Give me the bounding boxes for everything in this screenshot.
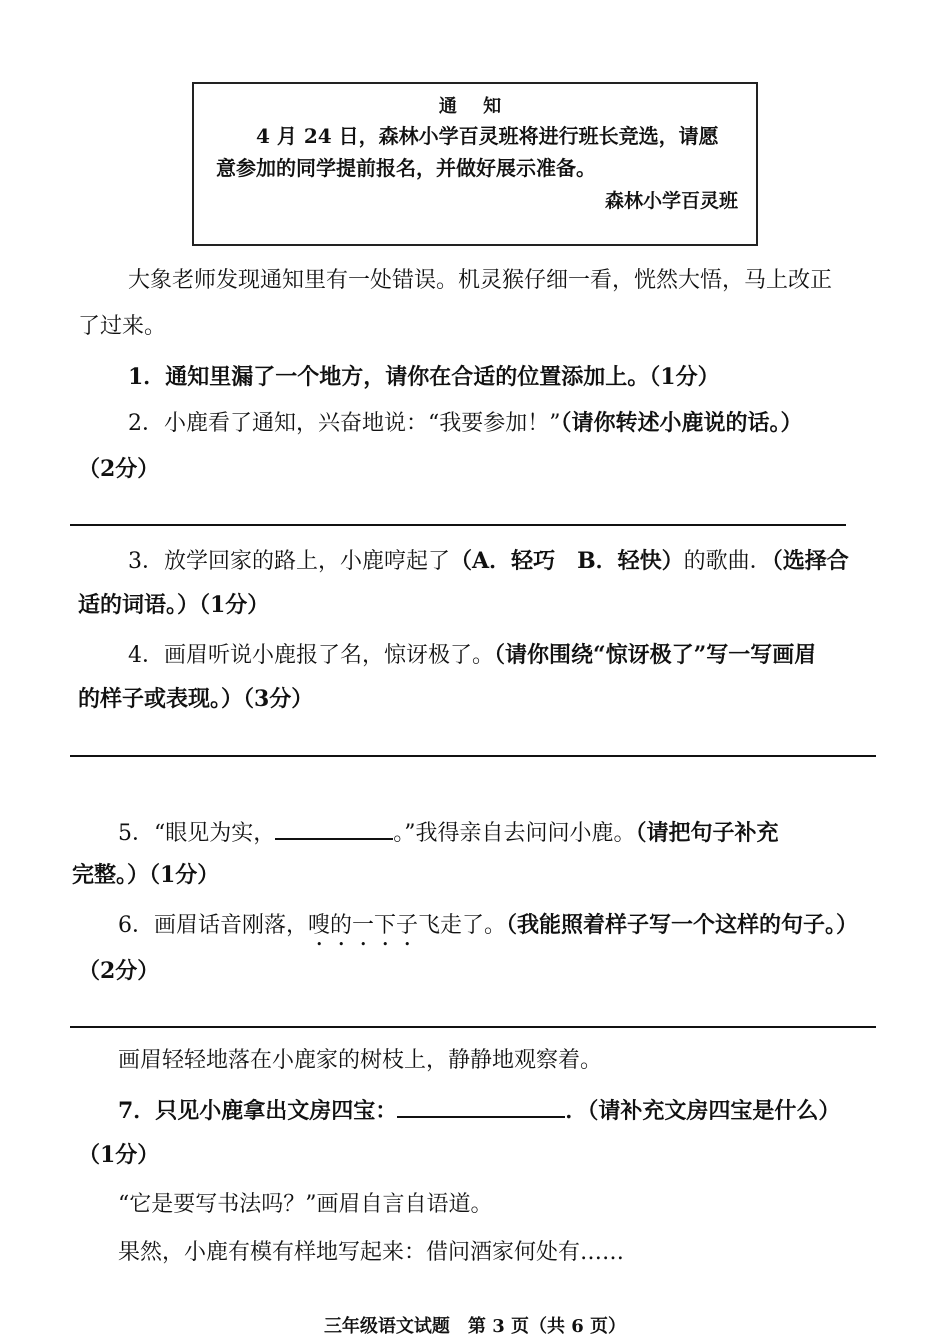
- question-6-score: （2分）: [78, 958, 160, 984]
- question-4-prefix: 4．画眉听说小鹿报了名，惊讶极了。: [128, 643, 494, 668]
- question-7-blank[interactable]: [397, 1094, 565, 1118]
- answer-line-2[interactable]: [70, 524, 846, 526]
- question-7: [118, 1094, 840, 1126]
- question-7-suffix: ．（请补充文房四宝是什么）: [565, 1098, 841, 1124]
- question-5-blank[interactable]: [275, 816, 393, 840]
- question-6-dotted-words: 嗖的一下子: [308, 913, 419, 938]
- question-6-suffix: 飞走了。: [418, 913, 507, 938]
- answer-line-4[interactable]: [70, 755, 876, 757]
- question-5-instruction: （请把句子补充: [635, 820, 779, 846]
- question-2: [128, 408, 803, 439]
- question-5: [118, 816, 779, 849]
- question-5-suffix: 。”我得亲自去问问小鹿。: [393, 821, 636, 846]
- question-7-score: （1分）: [78, 1142, 160, 1168]
- question-6: [118, 910, 858, 951]
- question-6-prefix: 6．画眉话音刚落，: [118, 913, 308, 938]
- question-6-instruction: （我能照着样子写一个这样的句子。）: [506, 912, 859, 938]
- question-4-instruction: （请你围绕“惊讶极了”写一写画眉: [494, 642, 817, 668]
- question-4: [128, 640, 816, 671]
- question-3-line-2: 适的词语。）（1分）: [78, 592, 270, 618]
- question-7-prefix: 7．只见小鹿拿出文房四宝：: [118, 1098, 398, 1124]
- intro-line-1: 大象老师发现通知里有一处错误。机灵猴仔细一看，恍然大悟，马上改正: [128, 268, 833, 293]
- narration-1: 画眉轻轻地落在小鹿家的树枝上，静静地观察着。: [118, 1048, 603, 1073]
- question-1: 1．通知里漏了一个地方，请你在合适的位置添加上。（1分）: [128, 364, 720, 390]
- notice-signature: 森林小学百灵班: [604, 190, 738, 212]
- question-3-instruction: （选择合: [771, 548, 849, 574]
- narration-2: “它是要写书法吗？”画眉自言自语道。: [118, 1192, 493, 1217]
- notice-body: 4 月 24 日，森林小学百灵班将进行班长竞选，请愿意参加的同学提前报名，并做好展示准备。: [216, 124, 719, 180]
- question-2-score: （2分）: [78, 456, 160, 482]
- notice-title: 通 知: [438, 96, 512, 117]
- question-3: [128, 546, 849, 577]
- page-footer: 三年级语文试题 第 3 页（共 6 页）: [323, 1316, 627, 1337]
- narration-3: 果然，小鹿有模有样地写起来：借问酒家何处有……: [118, 1240, 625, 1265]
- question-5-line-2: 完整。）（1分）: [72, 862, 220, 888]
- notice-box: [192, 82, 758, 246]
- question-3-options: （A．轻巧 B．轻快）: [450, 548, 684, 574]
- answer-line-6[interactable]: [70, 1026, 876, 1028]
- question-5-prefix: 5．“眼见为实，: [118, 821, 276, 846]
- question-2-instruction: （请你转述小鹿说的话。）: [560, 410, 803, 436]
- question-2-prefix: 2．小鹿看了通知，兴奋地说：“我要参加！”: [128, 411, 561, 436]
- question-4-line-2: 的样子或表现。）（3分）: [78, 686, 314, 712]
- question-3-suffix: 的歌曲．: [683, 549, 772, 574]
- question-3-prefix: 3．放学回家的路上，小鹿哼起了: [128, 549, 450, 574]
- intro-line-2: 了过来。: [78, 314, 167, 339]
